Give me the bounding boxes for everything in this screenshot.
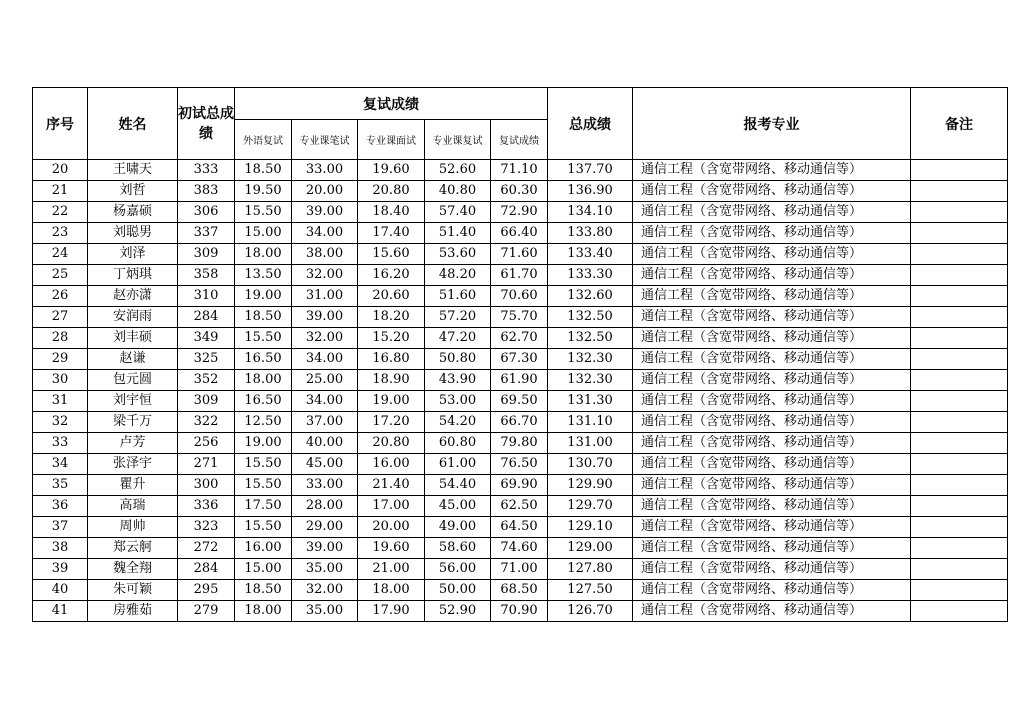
total-cell: 132.60 xyxy=(548,286,633,307)
written-exam-cell: 38.00 xyxy=(292,244,358,265)
major-cell: 通信工程（含宽带网络、移动通信等） xyxy=(633,454,911,475)
table-row xyxy=(33,160,1008,181)
interview-cell: 21.00 xyxy=(358,559,425,580)
professional-retest-cell: 48.20 xyxy=(425,265,491,286)
written-exam-cell: 25.00 xyxy=(292,370,358,391)
written-exam-cell: 45.00 xyxy=(292,454,358,475)
written-exam-cell: 33.00 xyxy=(292,475,358,496)
name-cell: 刘哲 xyxy=(88,181,178,202)
total-cell: 131.10 xyxy=(548,412,633,433)
foreign-language-cell: 19.00 xyxy=(235,433,292,454)
seq-cell: 33 xyxy=(33,433,88,454)
prelim-cell: 336 xyxy=(178,496,235,517)
foreign-language-cell: 18.50 xyxy=(235,307,292,328)
major-cell: 通信工程（含宽带网络、移动通信等） xyxy=(633,349,911,370)
remark-cell xyxy=(911,370,1008,391)
retest-score-cell: 69.90 xyxy=(491,475,548,496)
total-cell: 131.00 xyxy=(548,433,633,454)
table-row xyxy=(33,328,1008,349)
name-cell: 杨嘉硕 xyxy=(88,202,178,223)
total-cell: 133.80 xyxy=(548,223,633,244)
header-seq: 序号 xyxy=(33,88,88,160)
interview-cell: 16.00 xyxy=(358,454,425,475)
interview-cell: 19.60 xyxy=(358,160,425,181)
written-exam-cell: 34.00 xyxy=(292,349,358,370)
total-cell: 137.70 xyxy=(548,160,633,181)
professional-retest-cell: 47.20 xyxy=(425,328,491,349)
total-cell: 132.50 xyxy=(548,307,633,328)
remark-cell xyxy=(911,538,1008,559)
retest-score-cell: 62.70 xyxy=(491,328,548,349)
remark-cell xyxy=(911,286,1008,307)
retest-score-cell: 79.80 xyxy=(491,433,548,454)
name-cell: 包元圆 xyxy=(88,370,178,391)
name-cell: 魏全翔 xyxy=(88,559,178,580)
prelim-cell: 284 xyxy=(178,559,235,580)
score-table xyxy=(32,87,1008,622)
retest-score-cell: 61.90 xyxy=(491,370,548,391)
remark-cell xyxy=(911,580,1008,601)
remark-cell xyxy=(911,601,1008,622)
interview-cell: 20.80 xyxy=(358,433,425,454)
interview-cell: 15.60 xyxy=(358,244,425,265)
prelim-cell: 300 xyxy=(178,475,235,496)
seq-cell: 24 xyxy=(33,244,88,265)
name-cell: 郑云舸 xyxy=(88,538,178,559)
prelim-cell: 256 xyxy=(178,433,235,454)
total-cell: 127.50 xyxy=(548,580,633,601)
prelim-cell: 333 xyxy=(178,160,235,181)
foreign-language-cell: 15.00 xyxy=(235,559,292,580)
written-exam-cell: 40.00 xyxy=(292,433,358,454)
foreign-language-cell: 16.00 xyxy=(235,538,292,559)
seq-cell: 27 xyxy=(33,307,88,328)
written-exam-cell: 20.00 xyxy=(292,181,358,202)
foreign-language-cell: 19.50 xyxy=(235,181,292,202)
seq-cell: 21 xyxy=(33,181,88,202)
major-cell: 通信工程（含宽带网络、移动通信等） xyxy=(633,559,911,580)
seq-cell: 20 xyxy=(33,160,88,181)
name-cell: 刘宇恒 xyxy=(88,391,178,412)
major-cell: 通信工程（含宽带网络、移动通信等） xyxy=(633,286,911,307)
professional-retest-cell: 43.90 xyxy=(425,370,491,391)
retest-score-cell: 72.90 xyxy=(491,202,548,223)
interview-cell: 18.00 xyxy=(358,580,425,601)
professional-retest-cell: 52.60 xyxy=(425,160,491,181)
interview-cell: 21.40 xyxy=(358,475,425,496)
seq-cell: 31 xyxy=(33,391,88,412)
written-exam-cell: 31.00 xyxy=(292,286,358,307)
interview-cell: 18.40 xyxy=(358,202,425,223)
professional-retest-cell: 52.90 xyxy=(425,601,491,622)
table-row xyxy=(33,286,1008,307)
retest-score-cell: 70.90 xyxy=(491,601,548,622)
interview-cell: 20.80 xyxy=(358,181,425,202)
retest-score-cell: 64.50 xyxy=(491,517,548,538)
foreign-language-cell: 12.50 xyxy=(235,412,292,433)
written-exam-cell: 39.00 xyxy=(292,538,358,559)
seq-cell: 36 xyxy=(33,496,88,517)
foreign-language-cell: 19.00 xyxy=(235,286,292,307)
remark-cell xyxy=(911,454,1008,475)
remark-cell xyxy=(911,517,1008,538)
interview-cell: 16.20 xyxy=(358,265,425,286)
retest-score-cell: 76.50 xyxy=(491,454,548,475)
prelim-cell: 310 xyxy=(178,286,235,307)
foreign-language-cell: 15.50 xyxy=(235,328,292,349)
remark-cell xyxy=(911,202,1008,223)
seq-cell: 39 xyxy=(33,559,88,580)
header-retest-group: 复试成绩 xyxy=(235,88,548,120)
total-cell: 131.30 xyxy=(548,391,633,412)
major-cell: 通信工程（含宽带网络、移动通信等） xyxy=(633,223,911,244)
interview-cell: 16.80 xyxy=(358,349,425,370)
table-header xyxy=(33,88,1008,160)
interview-cell: 17.00 xyxy=(358,496,425,517)
professional-retest-cell: 53.00 xyxy=(425,391,491,412)
prelim-cell: 309 xyxy=(178,244,235,265)
remark-cell xyxy=(911,181,1008,202)
major-cell: 通信工程（含宽带网络、移动通信等） xyxy=(633,244,911,265)
total-cell: 136.90 xyxy=(548,181,633,202)
seq-cell: 40 xyxy=(33,580,88,601)
interview-cell: 20.00 xyxy=(358,517,425,538)
total-cell: 126.70 xyxy=(548,601,633,622)
foreign-language-cell: 18.50 xyxy=(235,160,292,181)
header-remark: 备注 xyxy=(911,88,1008,160)
foreign-language-cell: 16.50 xyxy=(235,391,292,412)
prelim-cell: 279 xyxy=(178,601,235,622)
written-exam-cell: 32.00 xyxy=(292,580,358,601)
name-cell: 安润雨 xyxy=(88,307,178,328)
total-cell: 127.80 xyxy=(548,559,633,580)
professional-retest-cell: 57.40 xyxy=(425,202,491,223)
foreign-language-cell: 15.00 xyxy=(235,223,292,244)
total-cell: 134.10 xyxy=(548,202,633,223)
retest-score-cell: 61.70 xyxy=(491,265,548,286)
header-written-exam: 专业课笔试 xyxy=(292,120,358,160)
retest-score-cell: 66.40 xyxy=(491,223,548,244)
name-cell: 刘泽 xyxy=(88,244,178,265)
table-row xyxy=(33,517,1008,538)
header-interview: 专业课面试 xyxy=(358,120,425,160)
retest-score-cell: 68.50 xyxy=(491,580,548,601)
professional-retest-cell: 45.00 xyxy=(425,496,491,517)
major-cell: 通信工程（含宽带网络、移动通信等） xyxy=(633,433,911,454)
seq-cell: 23 xyxy=(33,223,88,244)
table-row xyxy=(33,559,1008,580)
professional-retest-cell: 51.60 xyxy=(425,286,491,307)
remark-cell xyxy=(911,265,1008,286)
foreign-language-cell: 15.50 xyxy=(235,454,292,475)
interview-cell: 20.60 xyxy=(358,286,425,307)
total-cell: 129.70 xyxy=(548,496,633,517)
prelim-cell: 284 xyxy=(178,307,235,328)
name-cell: 梁千万 xyxy=(88,412,178,433)
seq-cell: 37 xyxy=(33,517,88,538)
prelim-cell: 271 xyxy=(178,454,235,475)
foreign-language-cell: 18.50 xyxy=(235,580,292,601)
professional-retest-cell: 54.40 xyxy=(425,475,491,496)
professional-retest-cell: 53.60 xyxy=(425,244,491,265)
prelim-cell: 337 xyxy=(178,223,235,244)
prelim-cell: 309 xyxy=(178,391,235,412)
professional-retest-cell: 40.80 xyxy=(425,181,491,202)
table-row xyxy=(33,202,1008,223)
professional-retest-cell: 58.60 xyxy=(425,538,491,559)
total-cell: 130.70 xyxy=(548,454,633,475)
header-major: 报考专业 xyxy=(633,88,911,160)
retest-score-cell: 70.60 xyxy=(491,286,548,307)
retest-score-cell: 71.00 xyxy=(491,559,548,580)
professional-retest-cell: 61.00 xyxy=(425,454,491,475)
remark-cell xyxy=(911,160,1008,181)
interview-cell: 19.00 xyxy=(358,391,425,412)
major-cell: 通信工程（含宽带网络、移动通信等） xyxy=(633,391,911,412)
retest-score-cell: 71.10 xyxy=(491,160,548,181)
interview-cell: 17.40 xyxy=(358,223,425,244)
remark-cell xyxy=(911,223,1008,244)
name-cell: 周帅 xyxy=(88,517,178,538)
remark-cell xyxy=(911,475,1008,496)
table-row xyxy=(33,265,1008,286)
table-body xyxy=(33,160,1008,622)
major-cell: 通信工程（含宽带网络、移动通信等） xyxy=(633,307,911,328)
written-exam-cell: 34.00 xyxy=(292,391,358,412)
retest-score-cell: 71.60 xyxy=(491,244,548,265)
name-cell: 赵谦 xyxy=(88,349,178,370)
interview-cell: 18.90 xyxy=(358,370,425,391)
remark-cell xyxy=(911,391,1008,412)
remark-cell xyxy=(911,559,1008,580)
retest-score-cell: 75.70 xyxy=(491,307,548,328)
retest-score-cell: 66.70 xyxy=(491,412,548,433)
total-cell: 132.30 xyxy=(548,349,633,370)
header-foreign-language: 外语复试 xyxy=(235,120,292,160)
remark-cell xyxy=(911,244,1008,265)
written-exam-cell: 33.00 xyxy=(292,160,358,181)
prelim-cell: 322 xyxy=(178,412,235,433)
retest-score-cell: 67.30 xyxy=(491,349,548,370)
table-row xyxy=(33,580,1008,601)
retest-score-cell: 62.50 xyxy=(491,496,548,517)
table-row xyxy=(33,601,1008,622)
name-cell: 瞿升 xyxy=(88,475,178,496)
written-exam-cell: 39.00 xyxy=(292,307,358,328)
foreign-language-cell: 15.50 xyxy=(235,517,292,538)
professional-retest-cell: 50.00 xyxy=(425,580,491,601)
table-row xyxy=(33,244,1008,265)
prelim-cell: 323 xyxy=(178,517,235,538)
remark-cell xyxy=(911,328,1008,349)
remark-cell xyxy=(911,496,1008,517)
table-row xyxy=(33,433,1008,454)
written-exam-cell: 35.00 xyxy=(292,601,358,622)
seq-cell: 34 xyxy=(33,454,88,475)
written-exam-cell: 32.00 xyxy=(292,265,358,286)
seq-cell: 41 xyxy=(33,601,88,622)
name-cell: 王啸天 xyxy=(88,160,178,181)
professional-retest-cell: 50.80 xyxy=(425,349,491,370)
table-row xyxy=(33,496,1008,517)
seq-cell: 38 xyxy=(33,538,88,559)
seq-cell: 35 xyxy=(33,475,88,496)
major-cell: 通信工程（含宽带网络、移动通信等） xyxy=(633,475,911,496)
total-cell: 132.30 xyxy=(548,370,633,391)
professional-retest-cell: 51.40 xyxy=(425,223,491,244)
table-row xyxy=(33,223,1008,244)
seq-cell: 29 xyxy=(33,349,88,370)
name-cell: 高瑞 xyxy=(88,496,178,517)
table-row xyxy=(33,538,1008,559)
table-row xyxy=(33,370,1008,391)
prelim-cell: 383 xyxy=(178,181,235,202)
retest-score-cell: 60.30 xyxy=(491,181,548,202)
foreign-language-cell: 13.50 xyxy=(235,265,292,286)
remark-cell xyxy=(911,412,1008,433)
retest-score-cell: 69.50 xyxy=(491,391,548,412)
foreign-language-cell: 18.00 xyxy=(235,370,292,391)
professional-retest-cell: 56.00 xyxy=(425,559,491,580)
name-cell: 房雅茹 xyxy=(88,601,178,622)
remark-cell xyxy=(911,349,1008,370)
table-row xyxy=(33,391,1008,412)
name-cell: 刘丰硕 xyxy=(88,328,178,349)
header-retest-score: 复试成绩 xyxy=(491,120,548,160)
interview-cell: 15.20 xyxy=(358,328,425,349)
interview-cell: 18.20 xyxy=(358,307,425,328)
header-professional-retest: 专业课复试 xyxy=(425,120,491,160)
interview-cell: 17.90 xyxy=(358,601,425,622)
seq-cell: 25 xyxy=(33,265,88,286)
interview-cell: 17.20 xyxy=(358,412,425,433)
professional-retest-cell: 60.80 xyxy=(425,433,491,454)
name-cell: 赵亦潇 xyxy=(88,286,178,307)
major-cell: 通信工程（含宽带网络、移动通信等） xyxy=(633,265,911,286)
prelim-cell: 352 xyxy=(178,370,235,391)
major-cell: 通信工程（含宽带网络、移动通信等） xyxy=(633,496,911,517)
seq-cell: 26 xyxy=(33,286,88,307)
foreign-language-cell: 18.00 xyxy=(235,244,292,265)
written-exam-cell: 32.00 xyxy=(292,328,358,349)
major-cell: 通信工程（含宽带网络、移动通信等） xyxy=(633,181,911,202)
table-row xyxy=(33,349,1008,370)
written-exam-cell: 28.00 xyxy=(292,496,358,517)
major-cell: 通信工程（含宽带网络、移动通信等） xyxy=(633,160,911,181)
table-row xyxy=(33,307,1008,328)
professional-retest-cell: 49.00 xyxy=(425,517,491,538)
total-cell: 133.40 xyxy=(548,244,633,265)
written-exam-cell: 34.00 xyxy=(292,223,358,244)
major-cell: 通信工程（含宽带网络、移动通信等） xyxy=(633,601,911,622)
total-cell: 129.90 xyxy=(548,475,633,496)
seq-cell: 22 xyxy=(33,202,88,223)
prelim-cell: 325 xyxy=(178,349,235,370)
total-cell: 132.50 xyxy=(548,328,633,349)
foreign-language-cell: 15.50 xyxy=(235,475,292,496)
foreign-language-cell: 15.50 xyxy=(235,202,292,223)
total-cell: 133.30 xyxy=(548,265,633,286)
prelim-cell: 349 xyxy=(178,328,235,349)
prelim-cell: 272 xyxy=(178,538,235,559)
table-row xyxy=(33,475,1008,496)
name-cell: 卢芳 xyxy=(88,433,178,454)
table-row xyxy=(33,454,1008,475)
interview-cell: 19.60 xyxy=(358,538,425,559)
foreign-language-cell: 18.00 xyxy=(235,601,292,622)
retest-score-cell: 74.60 xyxy=(491,538,548,559)
major-cell: 通信工程（含宽带网络、移动通信等） xyxy=(633,202,911,223)
professional-retest-cell: 57.20 xyxy=(425,307,491,328)
seq-cell: 30 xyxy=(33,370,88,391)
prelim-cell: 295 xyxy=(178,580,235,601)
header-total: 总成绩 xyxy=(548,88,633,160)
remark-cell xyxy=(911,307,1008,328)
name-cell: 丁炳琪 xyxy=(88,265,178,286)
written-exam-cell: 39.00 xyxy=(292,202,358,223)
major-cell: 通信工程（含宽带网络、移动通信等） xyxy=(633,517,911,538)
seq-cell: 32 xyxy=(33,412,88,433)
header-name: 姓名 xyxy=(88,88,178,160)
table-row xyxy=(33,412,1008,433)
header-prelim: 初试总成绩 xyxy=(178,88,235,160)
professional-retest-cell: 54.20 xyxy=(425,412,491,433)
written-exam-cell: 29.00 xyxy=(292,517,358,538)
table-row xyxy=(33,181,1008,202)
total-cell: 129.10 xyxy=(548,517,633,538)
foreign-language-cell: 16.50 xyxy=(235,349,292,370)
major-cell: 通信工程（含宽带网络、移动通信等） xyxy=(633,538,911,559)
name-cell: 刘聪男 xyxy=(88,223,178,244)
name-cell: 朱可颖 xyxy=(88,580,178,601)
written-exam-cell: 35.00 xyxy=(292,559,358,580)
total-cell: 129.00 xyxy=(548,538,633,559)
major-cell: 通信工程（含宽带网络、移动通信等） xyxy=(633,580,911,601)
major-cell: 通信工程（含宽带网络、移动通信等） xyxy=(633,370,911,391)
prelim-cell: 358 xyxy=(178,265,235,286)
foreign-language-cell: 17.50 xyxy=(235,496,292,517)
remark-cell xyxy=(911,433,1008,454)
written-exam-cell: 37.00 xyxy=(292,412,358,433)
name-cell: 张泽宇 xyxy=(88,454,178,475)
seq-cell: 28 xyxy=(33,328,88,349)
prelim-cell: 306 xyxy=(178,202,235,223)
major-cell: 通信工程（含宽带网络、移动通信等） xyxy=(633,412,911,433)
major-cell: 通信工程（含宽带网络、移动通信等） xyxy=(633,328,911,349)
